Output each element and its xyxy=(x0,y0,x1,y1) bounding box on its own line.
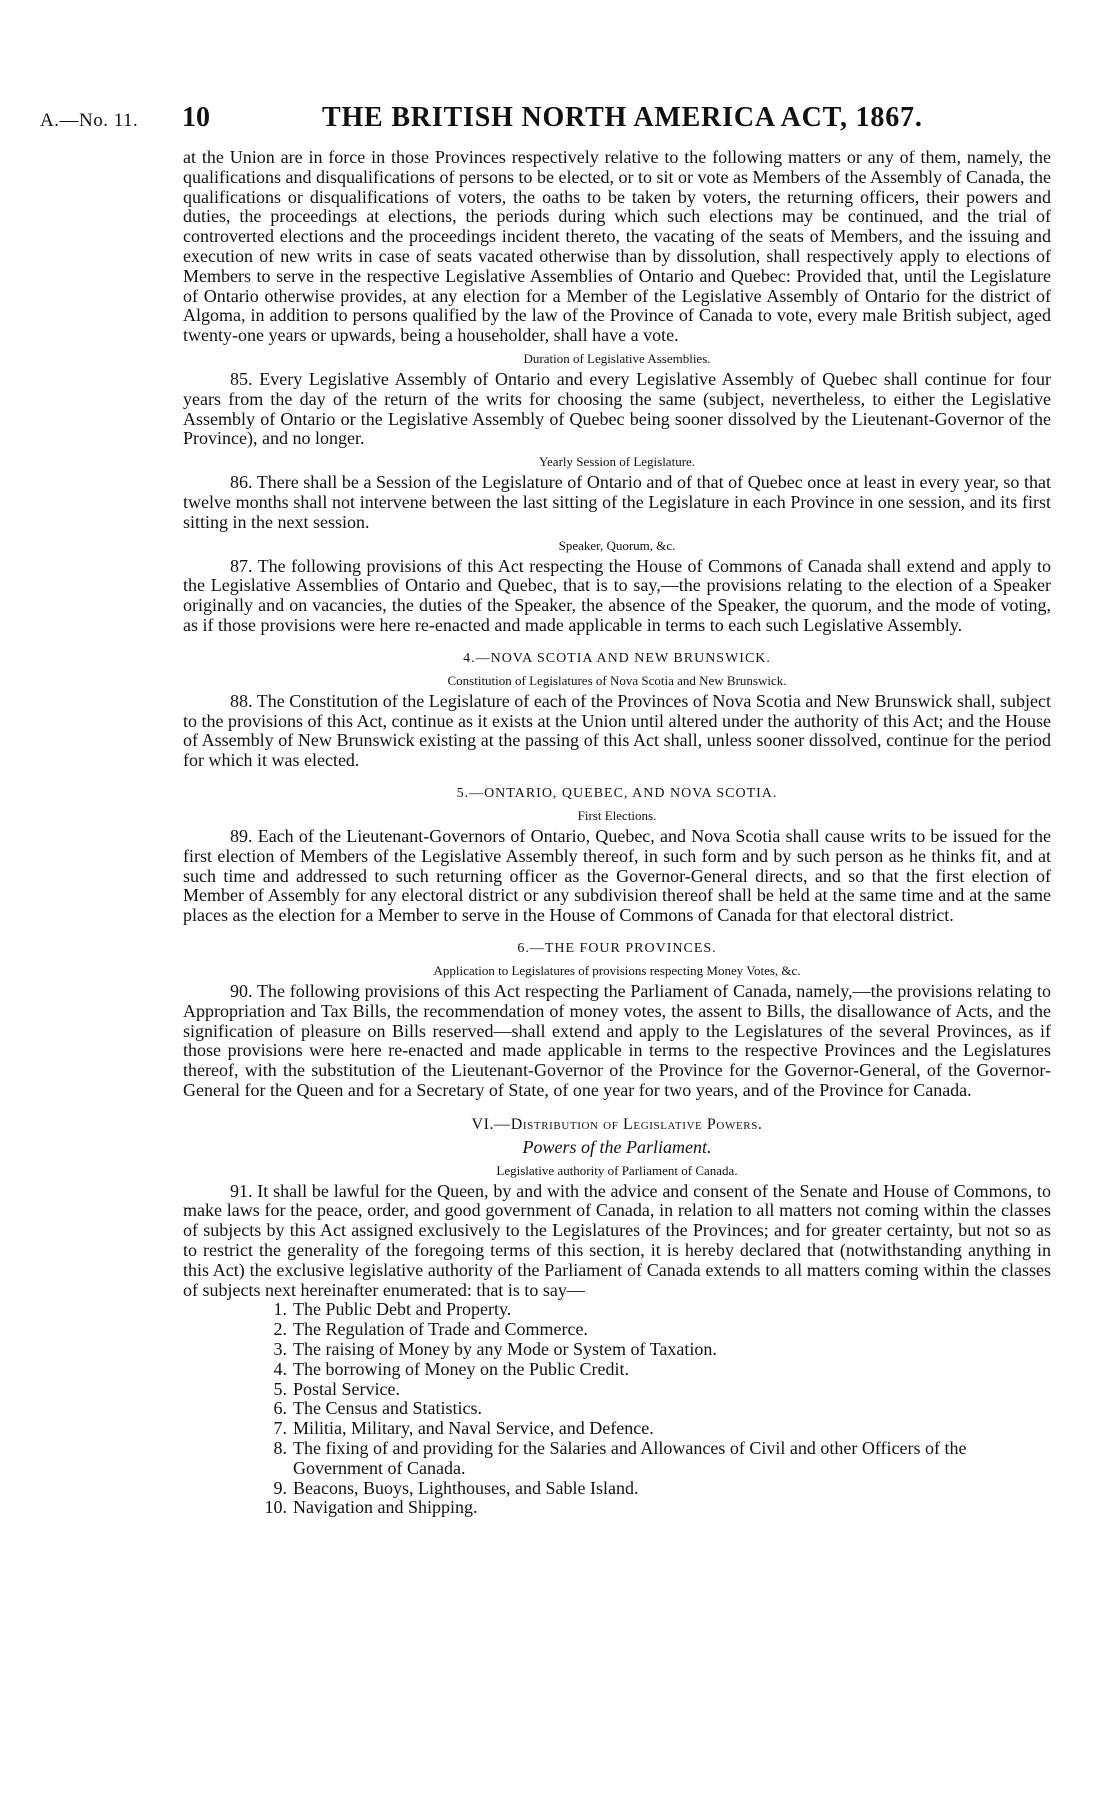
item-number: 2. xyxy=(273,1319,287,1340)
item-number: 3. xyxy=(273,1339,287,1360)
continued-paragraph: at the Union are in force in those Provinces respectively relative to the following matters or any of them, namely, the qualifications and disqualifications of persons to be elected, or to sit or vote as Members of the Assembly of Canada, the qualifications or disqualifications of voters, the oaths to be taken by voters, the returning officers, their powers and duties, the proceedings at elections, the periods during which such elections may be continued, and the trial of controverted elections and the proceedings incident thereto, the vacating of the seats of Members, and the issuing and execution of new writs in case of seats vacated otherwise than by dissolution, shall respectively apply to elections of Members to serve in the respective Legislative Assemblies of Ontario and Quebec: Provided that, until the Legislature of Ontario otherwise provides, at any election for a Member of the Legislative Assembly of Ontario for the district of Algoma, in addition to persons qualified by the law of the Province of Canada to vote, every male British subject, aged twenty-one years or upwards, being a householder, shall have a vote. xyxy=(183,147,1051,346)
item-text: The fixing of and providing for the Salaries and Allowances of Civil and other Officers of the Government of Canada. xyxy=(293,1438,967,1478)
list-item xyxy=(183,1439,1051,1479)
running-title: THE BRITISH NORTH AMERICA ACT, 1867. xyxy=(322,102,923,133)
page-header xyxy=(0,102,1114,136)
marginal-note: Legislative authority of Parliament of Canada. xyxy=(496,1162,738,1178)
item-number: 10. xyxy=(264,1497,287,1518)
marginal-note: Application to Legislatures of provisions respecting Money Votes, &c. xyxy=(433,962,801,978)
item-number: 1. xyxy=(273,1299,287,1320)
enumerated-classes-list xyxy=(183,1300,1051,1518)
section-91: 91. It shall be lawful for the Queen, by and with the advice and consent of the Senate and House of Commons, to make laws for the peace, order, and good government of Canada, in relation to all matters not coming within the classes of subjects by this Act assigned exclusively to the Legislatures of the Provinces; and for greater certainty, but not so as to restrict the generality of the foregoing terms of this section, it is hereby declared that (notwithstanding anything in this Act) the exclusive legislative authority of the Parliament of Canada extends to all matters coming within the classes of subjects next hereinafter enumerated: that is to say— xyxy=(183,1180,1051,1300)
list-item xyxy=(183,1360,1051,1380)
series-reference: A.—No. 11. xyxy=(40,110,139,131)
item-text: Beacons, Buoys, Lighthouses, and Sable Island. xyxy=(293,1477,639,1498)
item-number: 7. xyxy=(273,1418,287,1439)
item-text: Militia, Military, and Naval Service, and Defence. xyxy=(293,1418,654,1439)
list-item xyxy=(183,1300,1051,1320)
part-heading: 4.—NOVA SCOTIA AND NEW BRUNSWICK. xyxy=(463,650,771,666)
page-number: 10 xyxy=(182,102,210,133)
item-number: 5. xyxy=(273,1378,287,1399)
list-item xyxy=(183,1380,1051,1400)
section-88: 88. The Constitution of the Legislature of each of the Provinces of Nova Scotia and New Brunswick shall, subject to the provisions of this Act, continue as it exists at the Union until altered under the authority of this Act; and the House of Assembly of New Brunswick existing at the passing of this Act shall, unless sooner dissolved, continue for the period for which it was elected. xyxy=(183,690,1051,771)
marginal-note: Constitution of Legislatures of Nova Scotia and New Brunswick. xyxy=(447,672,787,688)
item-text: The Regulation of Trade and Commerce. xyxy=(293,1319,588,1340)
list-item xyxy=(183,1320,1051,1340)
item-number: 6. xyxy=(273,1398,287,1419)
marginal-note: Duration of Legislative Assemblies. xyxy=(523,350,711,366)
part-heading: 5.—ONTARIO, QUEBEC, AND NOVA SCOTIA. xyxy=(456,785,778,801)
list-item xyxy=(183,1340,1051,1360)
section-89: 89. Each of the Lieutenant-Governors of Ontario, Quebec, and Nova Scotia shall cause writs to be issued for the first election of Members of the Legislative Assembly thereof, in such form and by such person as he thinks fit, and at such time and addressed to such returning officer as the Governor-General directs, and so that the first election of Member of Assembly for any electoral district or any subdivision thereof shall be held at the same time and at the same places as the election for a Member to serve in the House of Commons of Canada for that electoral district. xyxy=(183,825,1051,926)
division-subheading: Powers of the Parliament. xyxy=(522,1136,712,1157)
list-item xyxy=(183,1399,1051,1419)
item-number: 8. xyxy=(273,1438,287,1459)
marginal-note: Speaker, Quorum, &c. xyxy=(558,537,676,553)
document-body xyxy=(183,148,1051,1518)
list-item xyxy=(183,1419,1051,1439)
item-text: Navigation and Shipping. xyxy=(293,1497,478,1518)
item-number: 9. xyxy=(273,1477,287,1498)
item-text: Postal Service. xyxy=(293,1378,400,1399)
item-number: 4. xyxy=(273,1358,287,1379)
division-heading: VI.—Distribution of Legislative Powers. xyxy=(471,1115,763,1133)
list-item xyxy=(183,1498,1051,1518)
section-86: 86. There shall be a Session of the Legislature of Ontario and of that of Quebec once at least in every year, so that twelve months shall not intervene between the last sitting of the Legislature in each Province in one session, and its first sitting in the next session. xyxy=(183,472,1051,532)
section-90: 90. The following provisions of this Act respecting the Parliament of Canada, namely,—the provisions relating to Appropriation and Tax Bills, the recommendation of money votes, the assent to Bills, the disallowance of Acts, and the signification of pleasure on Bills reserved—shall extend and apply to the Legislatures of the several Provinces, as if those provisions were here re-enacted and made applicable in terms to the respective Provinces and the Legislatures thereof, with the substitution of the Lieutenant-Governor of the Province for the Governor-General, of the Governor-General for the Queen and for a Secretary of State, of one year for two years, and of the Province for Canada. xyxy=(183,980,1051,1100)
item-text: The raising of Money by any Mode or System of Taxation. xyxy=(293,1339,717,1360)
marginal-note: First Elections. xyxy=(577,807,657,823)
marginal-note: Yearly Session of Legislature. xyxy=(538,454,696,470)
list-item xyxy=(183,1479,1051,1499)
section-85: 85. Every Legislative Assembly of Ontario and every Legislative Assembly of Quebec shall continue for four years from the day of the return of the writs for choosing the same (subject, nevertheless, to either the Legislative Assembly of Ontario or the Legislative Assembly of Quebec being sooner dissolved by the Lieutenant-Governor of the Province), and no longer. xyxy=(183,368,1051,449)
part-heading: 6.—THE FOUR PROVINCES. xyxy=(517,940,717,956)
item-text: The Census and Statistics. xyxy=(293,1398,482,1419)
item-text: The Public Debt and Property. xyxy=(293,1299,512,1320)
item-text: The borrowing of Money on the Public Credit. xyxy=(293,1358,629,1379)
section-87: 87. The following provisions of this Act respecting the House of Commons of Canada shall extend and apply to the Legislative Assemblies of Ontario and Quebec, that is to say,—the provisions relating to the election of a Speaker originally and on vacancies, the duties of the Speaker, the absence of the Speaker, the quorum, and the mode of voting, as if those provisions were here re-enacted and made applicable in terms to each such Legislative Assembly. xyxy=(183,555,1051,635)
